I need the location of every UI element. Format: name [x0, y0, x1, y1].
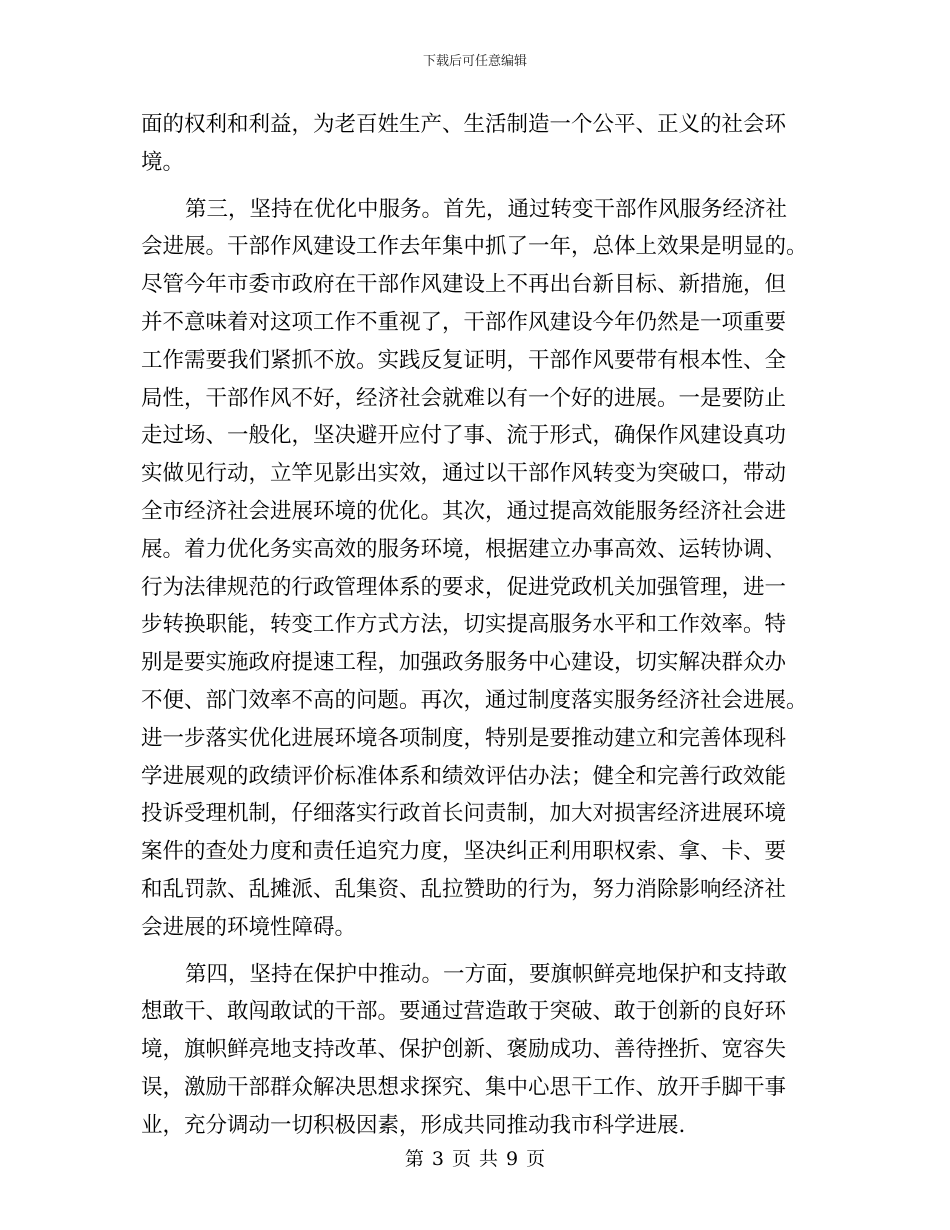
- text-line: 第四，坚持在保护中推动。一方面，要旗帜鲜亮地保护和支持敢: [185, 961, 788, 987]
- text-line: 会进展。干部作风建设工作去年集中抓了一年，总体上效果是明显的。: [141, 234, 808, 260]
- text-line: 误，激励干部群众解决思想求探究、集中心思干工作、放开手脚干事: [141, 1074, 787, 1100]
- text-line: 走过场、一般化，坚决避开应付了事、流于形式，确保作风建设真功: [141, 423, 787, 449]
- text-line: 并不意味着对这项工作不重视了，干部作风建设今年仍然是一项重要: [141, 309, 787, 335]
- text-line: 面的权利和利益，为老百姓生产、生活制造一个公平、正义的社会环: [141, 112, 787, 137]
- text-line: 进一步落实优化进展环境各项制度，特别是要推动建立和完善体现科: [141, 725, 787, 751]
- text-line: 行为法律规范的行政管理体系的要求，促进党政机关加强管理，进一: [141, 574, 787, 600]
- text-line: 案件的查处力度和责任追究力度，坚决纠正利用职权索、拿、卡、要: [141, 839, 787, 865]
- text-line: 投诉受理机制，仔细落实行政首长问责制，加大对损害经济进展环境: [141, 801, 787, 827]
- text-line: 学进展观的政绩评价标准体系和绩效评估办法；健全和完善行政效能: [141, 763, 787, 789]
- text-line: 境。: [141, 149, 185, 175]
- document-body: [141, 106, 809, 1145]
- total-pages-number: 9: [506, 1148, 519, 1170]
- text-line: 实做见行动，立竿见影出实效，通过以干部作风转变为突破口，带动: [141, 461, 787, 487]
- paragraph: [141, 106, 809, 182]
- text-line: 不便、部门效率不高的问题。再次，通过制度落实服务经济社会进展。: [141, 687, 808, 713]
- text-line: 会进展的环境性障碍。: [141, 914, 357, 940]
- text-line: 展。着力优化务实高效的服务环境，根据建立办事高效、运转协调、: [141, 536, 787, 562]
- text-line: 尽管今年市委市政府在干部作风建设上不再出台新目标、新措施，但: [141, 272, 787, 298]
- text-line: 业，充分调动一切积极因素，形成共同推动我市科学进展.: [141, 1112, 686, 1138]
- text-line: 想敢干、敢闯敢试的干部。要通过营造敢于突破、敢于创新的良好环: [141, 999, 787, 1025]
- current-page-number: 3: [431, 1148, 444, 1170]
- text-line: 局性，干部作风不好，经济社会就难以有一个好的进展。一是要防止: [141, 385, 787, 411]
- text-line: 别是要实施政府提速工程，加强政务服务中心建设，切实解决群众办: [141, 650, 787, 676]
- footer-suffix: 页: [526, 1148, 546, 1170]
- paragraph: [141, 956, 809, 1145]
- text-line: 境，旗帜鲜亮地支持改革、保护创新、褒励成功、善待挫折、宽容失: [141, 1037, 787, 1063]
- footer-prefix: 第: [404, 1148, 424, 1170]
- footer-page-word: 页: [451, 1148, 471, 1170]
- text-line: 和乱罚款、乱摊派、乱集资、乱拉赞助的行为，努力消除影响经济社: [141, 876, 787, 902]
- text-line: 全市经济社会进展环境的优化。其次，通过提高效能服务经济社会进: [141, 498, 787, 524]
- text-line: 第三，坚持在优化中服务。首先，通过转变干部作风服务经济社: [185, 196, 788, 222]
- footer-total-word: 共: [479, 1148, 499, 1170]
- text-line: 步转换职能，转变工作方式方法，切实提高服务水平和工作效率。特: [141, 612, 787, 638]
- paragraph: [141, 191, 809, 947]
- page-header-note: 下载后可任意编辑: [422, 54, 527, 69]
- page-number-footer: [0, 1144, 950, 1171]
- text-line: 工作需要我们紧抓不放。实践反复证明，干部作风要带有根本性、全: [141, 347, 787, 373]
